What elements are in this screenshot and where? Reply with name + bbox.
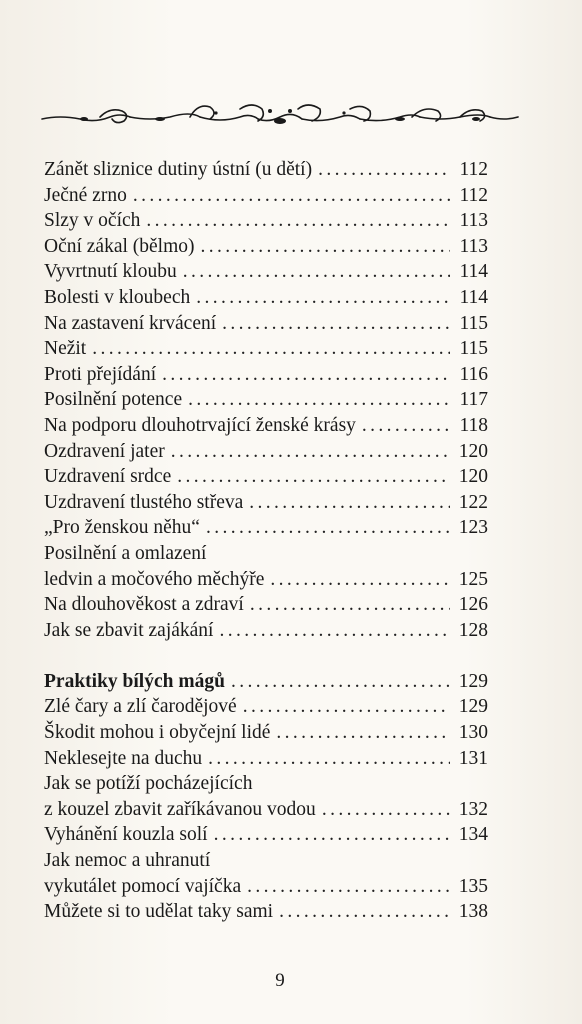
toc-entry-title: Ozdravení jater: [44, 440, 165, 462]
toc-entry-page: 120: [458, 440, 488, 462]
toc-entry: [44, 336, 488, 362]
toc-entry: [44, 362, 488, 388]
dot-leader: [177, 464, 450, 490]
toc-entry: [44, 694, 488, 720]
toc-entry-title: ledvin a močového měchýře: [44, 568, 265, 590]
dot-leader: [183, 259, 450, 285]
page-number: 9: [275, 970, 285, 991]
toc-entry-page: 112: [459, 159, 488, 180]
toc-entry: [44, 387, 488, 413]
toc-entry: [44, 413, 488, 439]
toc-entry: [44, 183, 488, 209]
toc-entry: [44, 822, 488, 848]
toc-entry: [44, 797, 488, 823]
toc-entry-page: 130: [458, 722, 488, 744]
toc-entry: [44, 541, 488, 567]
dot-leader: [247, 874, 450, 900]
dot-leader: [133, 183, 450, 209]
toc-entry-title: Praktiky bílých mágů: [44, 670, 225, 692]
toc-entry: [44, 234, 488, 260]
table-of-contents: [44, 157, 488, 925]
toc-entry-title: Jak nemoc a uhranutí: [44, 850, 211, 872]
toc-entry-title: Posilnění potence: [44, 389, 183, 411]
toc-entry: [44, 567, 488, 593]
toc-entry: [44, 208, 488, 234]
flourish-ornament-icon: [40, 97, 520, 131]
toc-entry: [44, 720, 488, 746]
dot-leader: [318, 157, 450, 183]
toc-entry-page: 123: [458, 517, 488, 539]
toc-entry: [44, 285, 488, 311]
toc-entry-page: 128: [458, 619, 488, 641]
toc-entry-page: 135: [458, 875, 488, 897]
toc-entry-title: Na zastavení krvácení: [44, 312, 217, 334]
toc-entry-page: 112: [459, 184, 488, 206]
dot-leader: [276, 720, 450, 746]
toc-entry-title: z kouzel zbavit zaříkávanou vodou: [44, 798, 316, 820]
toc-entry: [44, 771, 488, 797]
toc-entry-page: 131: [458, 747, 488, 769]
toc-entry: [44, 848, 488, 874]
toc-entry-title: Bolesti v kloubech: [44, 286, 191, 308]
dot-leader: [171, 439, 450, 465]
toc-entry-page: 132: [458, 798, 488, 820]
toc-entry-page: 114: [459, 286, 488, 308]
toc-entry: [44, 157, 488, 183]
toc-entry: [44, 515, 488, 541]
toc-entry-page: 115: [459, 312, 488, 334]
toc-entry-title: vykutálet pomocí vajíčka: [44, 875, 242, 897]
dot-leader: [196, 285, 450, 311]
dot-leader: [362, 413, 450, 439]
dot-leader: [214, 822, 450, 848]
toc-entry-title: Zlé čary a zlí čarodějové: [44, 696, 237, 718]
toc-entry-page: 126: [458, 594, 488, 616]
dot-leader: [322, 797, 450, 823]
toc-entry-title: Škodit mohou i obyčejní lidé: [44, 722, 271, 744]
toc-entry-title: Posilnění a omlazení: [44, 542, 207, 564]
dot-leader: [270, 567, 450, 593]
toc-entry-page: 134: [458, 824, 488, 846]
dot-leader: [279, 899, 450, 925]
toc-entry-page: 125: [458, 568, 488, 590]
toc-entry: [44, 464, 488, 490]
toc-entry-page: 113: [459, 235, 488, 257]
toc-section-white-magic: [44, 669, 488, 925]
toc-entry: [44, 311, 488, 337]
toc-entry-title: Na dlouhověkost a zdraví: [44, 594, 244, 616]
dot-leader: [162, 362, 450, 388]
dot-leader: [243, 694, 450, 720]
toc-entry-page: 118: [459, 414, 488, 436]
toc-entry: [44, 669, 488, 695]
toc-entry-page: 115: [459, 338, 488, 360]
toc-entry-title: Uzdravení tlustého střeva: [44, 491, 244, 513]
dot-leader: [222, 311, 450, 337]
toc-entry-title: Uzdravení srdce: [44, 466, 172, 488]
toc-entry-title: Oční zákal (bělmo): [44, 235, 195, 257]
dot-leader: [219, 618, 450, 644]
dot-leader: [146, 208, 450, 234]
toc-entry-title: Ječné zrno: [44, 184, 127, 206]
toc-entry: [44, 259, 488, 285]
dot-leader: [249, 490, 450, 516]
toc-entry-page: 129: [458, 696, 488, 718]
dot-leader: [208, 746, 450, 772]
dot-leader: [92, 336, 450, 362]
toc-entry-page: 116: [459, 363, 488, 385]
dot-leader: [206, 515, 450, 541]
toc-entry-title: „Pro ženskou něhu“: [44, 517, 200, 539]
dot-leader: [231, 669, 450, 695]
toc-entry-page: 117: [459, 389, 488, 411]
toc-entry-title: Jak se potíží pocházejících: [44, 773, 253, 795]
toc-entry-page: 120: [458, 466, 488, 488]
toc-entry: [44, 439, 488, 465]
dot-leader: [201, 234, 450, 260]
section-gap: [44, 643, 488, 669]
toc-entry: [44, 618, 488, 644]
toc-entry-title: Vyhánění kouzla solí: [44, 824, 208, 846]
toc-entry-title: Zánět sliznice dutiny ústní (u dětí): [44, 159, 313, 180]
toc-entry-title: Neklesejte na duchu: [44, 747, 203, 769]
toc-entry: [44, 490, 488, 516]
toc-entry: [44, 874, 488, 900]
toc-entry-page: 122: [458, 491, 488, 513]
dot-leader: [188, 387, 450, 413]
toc-entry-title: Proti přejídání: [44, 363, 157, 385]
dot-leader: [250, 592, 450, 618]
toc-entry: [44, 746, 488, 772]
toc-entry-title: Nežit: [44, 338, 87, 360]
toc-entry-title: Slzy v očích: [44, 210, 141, 232]
toc-entry-page: 113: [459, 210, 488, 232]
toc-entry: [44, 592, 488, 618]
toc-entry-title: Můžete si to udělat taky sami: [44, 901, 274, 923]
toc-entry: [44, 899, 488, 925]
toc-entry-title: Na podporu dlouhotrvající ženské krásy: [44, 414, 356, 436]
toc-entry-title: Jak se zbavit zajákání: [44, 619, 214, 641]
toc-entry-title: Vyvrtnutí kloubu: [44, 261, 177, 283]
toc-entry-page: 138: [458, 901, 488, 923]
toc-entry-page: 129: [458, 670, 488, 692]
toc-entry-page: 114: [459, 261, 488, 283]
toc-section-remedies: [44, 157, 488, 643]
